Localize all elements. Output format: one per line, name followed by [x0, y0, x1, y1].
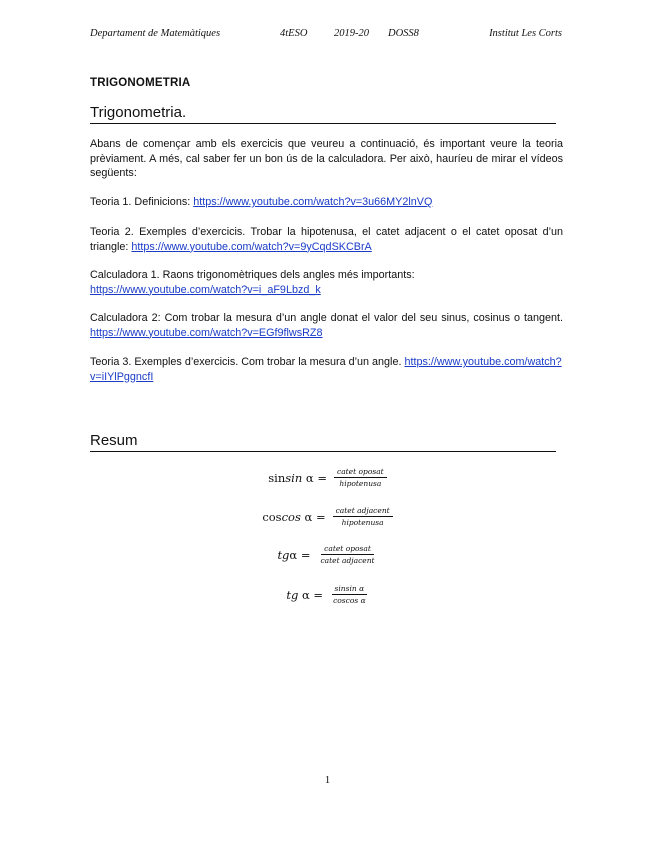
fraction-denominator: coscos α — [333, 596, 366, 605]
resource-text: Teoria 2. Exemples d’exercicis. Trobar la hipotenusa, el catet adjacent o el catet oposat d’un triangle: — [90, 226, 563, 253]
page-number: 1 — [324, 774, 331, 786]
formula-fraction — [333, 506, 393, 527]
intro-paragraph: Abans de començar amb els exercicis que veureu a continuació, és important veure la teoria prèviament. A més, cal saber fer un bon ús de la calculadora. Per això, hauríeu de mirar el vídeos següents: — [90, 138, 563, 179]
formula-fraction — [317, 544, 377, 565]
fraction-numerator: sinsin α — [332, 584, 368, 595]
video-link-teoria-1[interactable]: https://www.youtube.com/watch?v=3u66MY2lnVQ — [193, 196, 433, 208]
resource-item-calculadora-2 — [90, 311, 563, 340]
header-dossier: DOSS8 — [388, 28, 419, 39]
video-link-calculadora-1[interactable]: https://www.youtube.com/watch?v=i_aF9Lbzd_k — [90, 283, 321, 296]
header-school: Institut Les Corts — [489, 28, 562, 39]
header-department: Departament de Matemàtiques — [90, 28, 221, 39]
video-link-teoria-2[interactable]: https://www.youtube.com/watch?v=9yCqdSKCBrA — [131, 240, 372, 253]
formula-cosine — [0, 506, 655, 527]
resource-item-teoria-2 — [90, 225, 563, 254]
section-heading-trigonometria: Trigonometria. — [90, 104, 556, 124]
fraction-denominator: catet adjacent — [320, 556, 375, 565]
formula-lhs: tg α = — [286, 587, 324, 602]
formula-lhs: tgα = — [277, 547, 311, 562]
resource-text: Teoria 1. Definicions: — [90, 196, 194, 208]
resource-item-teoria-1 — [90, 195, 563, 210]
document-title: TRIGONOMETRIA — [90, 77, 191, 89]
formula-tangent — [0, 544, 655, 565]
fraction-denominator: hipotenusa — [339, 479, 382, 488]
fraction-denominator: hipotenusa — [341, 518, 384, 527]
formula-sine — [0, 467, 655, 488]
resource-text: Calculadora 2: Com trobar la mesura d’un angle donat el valor del seu sinus, cosinus o tangent. — [90, 312, 563, 324]
fraction-numerator: catet oposat — [321, 544, 374, 555]
fraction-numerator: catet adjacent — [333, 506, 393, 517]
formula-lhs: coscos α = — [262, 509, 326, 524]
formula-fraction — [330, 584, 369, 605]
resource-text: Teoria 3. Exemples d’exercicis. Com trobar la mesura d’un angle. — [90, 356, 405, 368]
resource-item-teoria-3 — [90, 355, 563, 384]
fraction-numerator: catet oposat — [334, 467, 387, 478]
video-link-teoria-3[interactable]: https://www.youtube.com/watch?v=iIYlPggncfI — [90, 356, 562, 383]
formula-lhs: sinsin α = — [268, 470, 327, 485]
header-year: 2019-20 — [334, 28, 369, 39]
page-header — [90, 28, 562, 42]
formula-fraction — [334, 467, 387, 488]
video-link-calculadora-2[interactable]: https://www.youtube.com/watch?v=EGf9flwsRZ8 — [90, 326, 323, 339]
formula-tangent-ratio — [0, 584, 655, 605]
header-level: 4tESO — [280, 28, 308, 39]
resource-text: Calculadora 1. Raons trigonomètriques dels angles més importants: — [90, 269, 415, 281]
resource-item-calculadora-1 — [90, 268, 563, 297]
section-heading-resum: Resum — [90, 432, 556, 452]
